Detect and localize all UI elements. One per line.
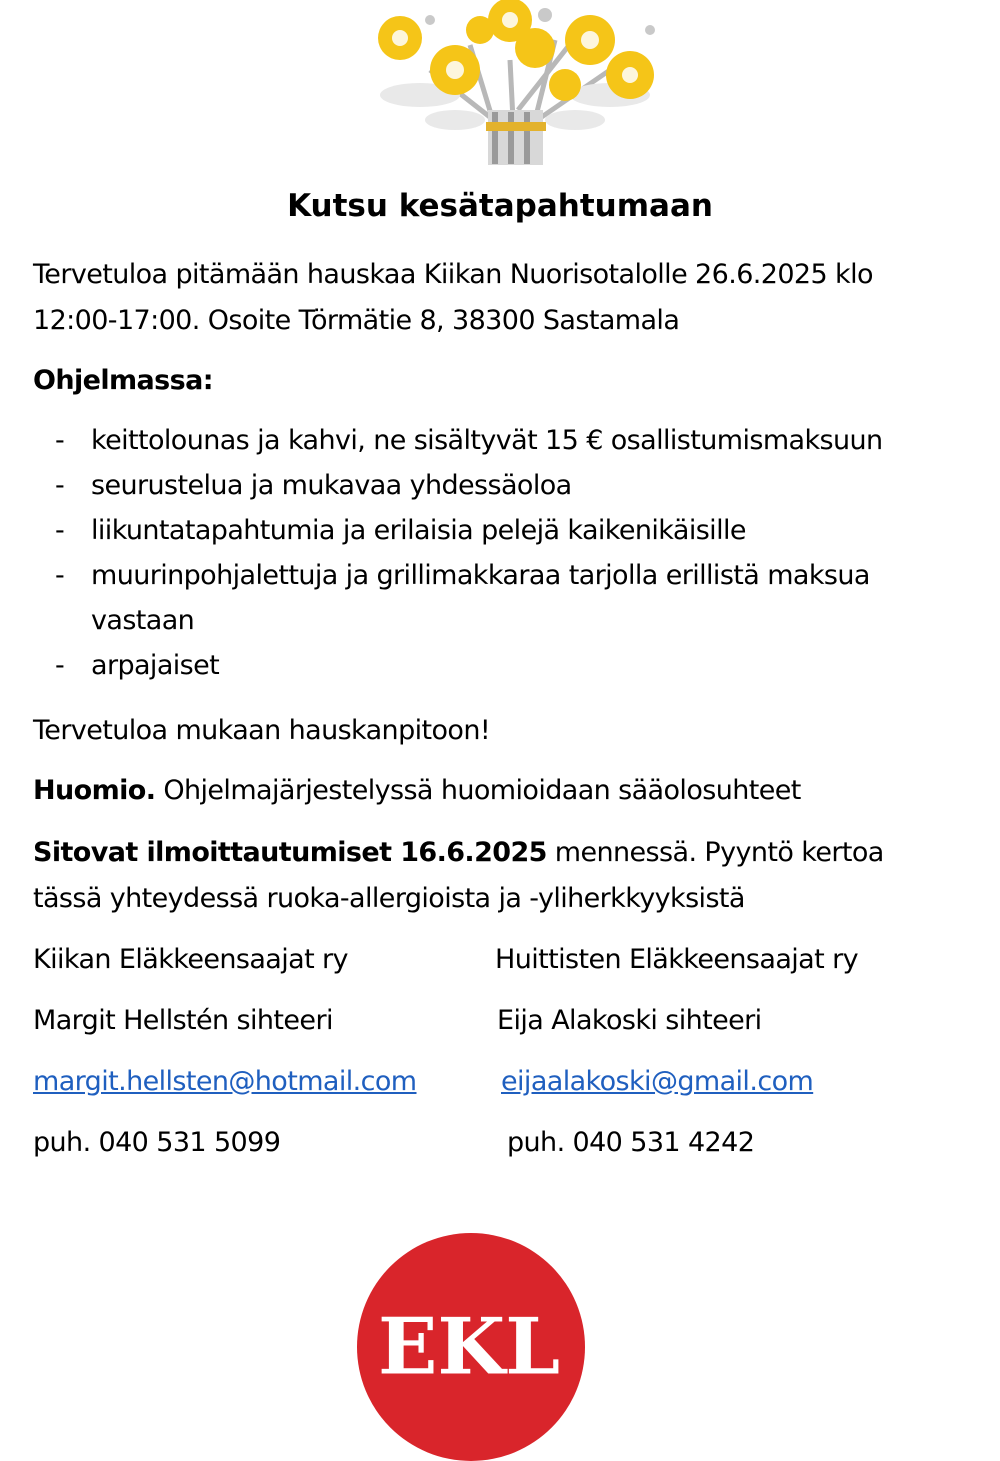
list-item: - keittolounas ja kahvi, ne sisältyvät 15 € osallistumismaksuun	[33, 418, 883, 463]
intro-paragraph	[33, 252, 973, 344]
org-name: Kiikan Eläkkeensaajat ry	[33, 944, 348, 975]
list-item: - muurinpohjalettuja ja grillimakkaraa tarjolla erillistä maksua	[33, 553, 883, 598]
program-list	[33, 418, 883, 688]
signup-text: Sitovat ilmoittautumiset 16.6.2025 mennessä. Pyyntö kertoa tässä yhteydessä ruoka-allergioista ja -yliherkkyyksistä	[33, 837, 884, 914]
email-link[interactable]: eijaalakoski@gmail.com	[501, 1066, 814, 1097]
org-name: Huittisten Eläkkeensaajat ry	[495, 944, 858, 975]
logo-text: EKL	[377, 1301, 561, 1393]
bullet: -	[55, 515, 65, 546]
note-text: Huomio. Ohjelmajärjestelyssä huomioidaan sääolosuhteet	[33, 775, 801, 806]
contact-person: Eija Alakoski sihteeri	[497, 1005, 762, 1036]
bullet: -	[55, 470, 65, 501]
list-item-continuation: vastaan	[91, 605, 195, 636]
phone-number: puh. 040 531 4242	[507, 1127, 755, 1158]
list-item: - seurustelua ja mukavaa yhdessäoloa	[33, 463, 883, 508]
phone-number: puh. 040 531 5099	[33, 1127, 281, 1158]
email-link[interactable]: margit.hellsten@hotmail.com	[33, 1066, 417, 1097]
contact-person: Margit Hellstén sihteeri	[33, 1005, 333, 1036]
bullet: -	[55, 650, 65, 681]
list-item: - liikuntatapahtumia ja erilaisia pelejä kaikenikäisille	[33, 508, 883, 553]
flower-bouquet-icon	[360, 0, 670, 165]
page-title: Kutsu kesätapahtumaan	[287, 188, 713, 224]
list-item: - arpajaiset	[33, 643, 883, 688]
intro-line: Tervetuloa pitämään hauskaa Kiikan Nuorisotalolle 26.6.2025 klo	[33, 259, 873, 290]
welcome-text: Tervetuloa mukaan hauskanpitoon!	[33, 715, 491, 746]
ekl-logo	[357, 1233, 585, 1461]
bullet: -	[55, 425, 65, 456]
bullet: -	[55, 560, 65, 591]
intro-line: 12:00-17:00. Osoite Törmätie 8, 38300 Sastamala	[33, 305, 680, 336]
program-heading: Ohjelmassa:	[33, 365, 213, 396]
